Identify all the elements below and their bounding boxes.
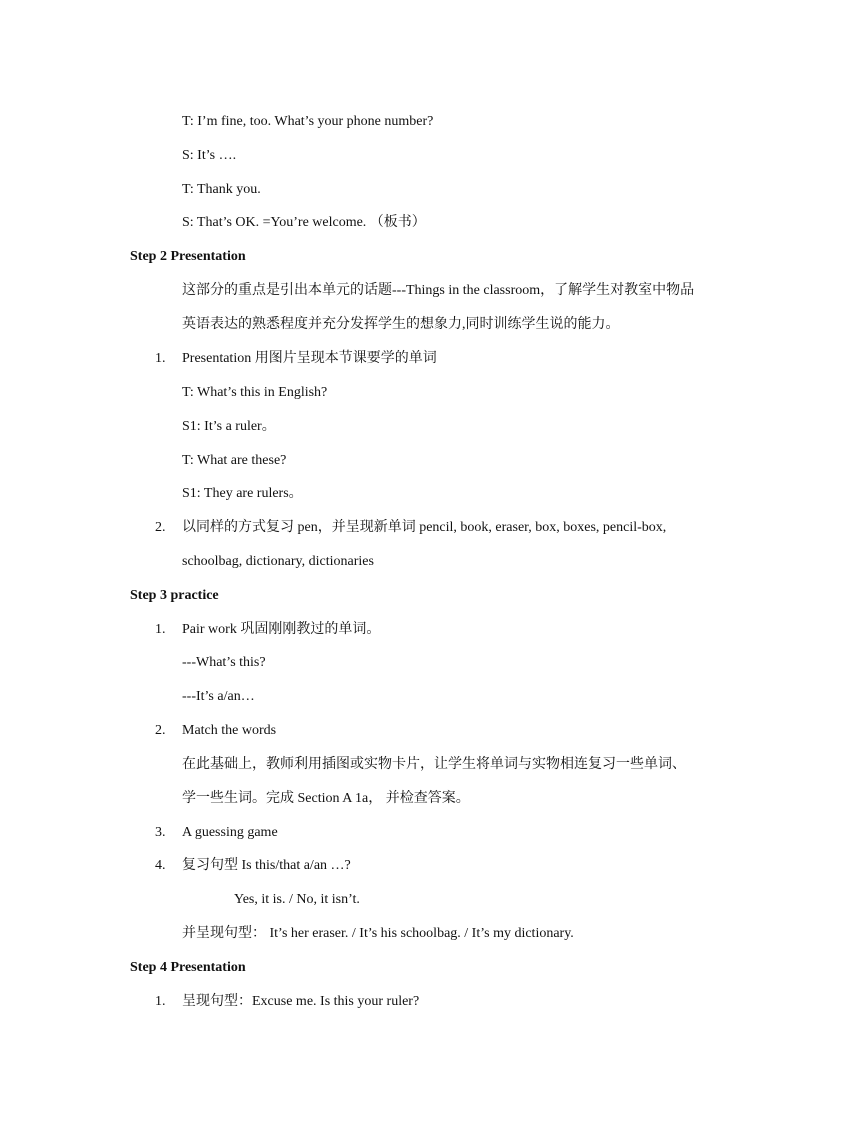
- dialogue-line: ---It’s a/an…: [182, 689, 255, 704]
- answer-line: Yes, it is. / No, it isn’t.: [234, 892, 360, 907]
- list-item-text: 复习句型 Is this/that a/an …?: [182, 858, 351, 873]
- list-item-text: Match the words: [182, 723, 277, 738]
- step3-paragraph-line: 在此基础上，教师利用插图或实物卡片，让学生将单词与实物相连复习一些单词、: [182, 757, 686, 772]
- step4-heading: Step 4 Presentation: [130, 960, 246, 975]
- list-number: 2.: [155, 723, 166, 738]
- dialogue-line: S: That’s OK. =You’re welcome. （板书）: [182, 215, 426, 230]
- step2-paragraph-line: 英语表达的熟悉程度并充分发挥学生的想象力,同时训练学生说的能力。: [182, 317, 620, 332]
- sentence-patterns: 并呈现句型： It’s her eraser. / It’s his schoolbag. / It’s my dictionary.: [182, 926, 574, 941]
- step2-paragraph-line: 这部分的重点是引出本单元的话题---Things in the classroom，了解学生对教室中物品: [182, 283, 695, 298]
- dialogue-line: T: I’m fine, too. What’s your phone number?: [182, 114, 434, 129]
- dialogue-line: S1: It’s a ruler。: [182, 419, 276, 434]
- list-item-text: Presentation 用图片呈现本节课要学的单词: [182, 351, 437, 366]
- list-number: 3.: [155, 825, 166, 840]
- dialogue-line: T: What are these?: [182, 453, 287, 468]
- step2-heading: Step 2 Presentation: [130, 249, 246, 264]
- step3-paragraph-line: 学一些生词。完成 Section A 1a， 并检查答案。: [182, 791, 470, 806]
- list-number: 2.: [155, 520, 166, 535]
- dialogue-line: S1: They are rulers。: [182, 486, 303, 501]
- list-number: 1.: [155, 351, 166, 366]
- dialogue-line: T: Thank you.: [182, 182, 261, 197]
- list-item-continuation: schoolbag, dictionary, dictionaries: [182, 554, 374, 569]
- list-item-text: 呈现句型：Excuse me. Is this your ruler?: [182, 994, 420, 1009]
- list-number: 1.: [155, 994, 166, 1009]
- list-item-text: 以同样的方式复习 pen，并呈现新单词 pencil, book, eraser, box, boxes, pencil-box,: [182, 520, 667, 535]
- list-item-text: A guessing game: [182, 825, 278, 840]
- list-number: 1.: [155, 622, 166, 637]
- list-item-text: Pair work 巩固刚刚教过的单词。: [182, 622, 381, 637]
- list-number: 4.: [155, 858, 166, 873]
- step3-heading: Step 3 practice: [130, 588, 219, 603]
- dialogue-line: ---What’s this?: [182, 655, 266, 670]
- dialogue-line: S: It’s ….: [182, 148, 237, 163]
- dialogue-line: T: What’s this in English?: [182, 385, 328, 400]
